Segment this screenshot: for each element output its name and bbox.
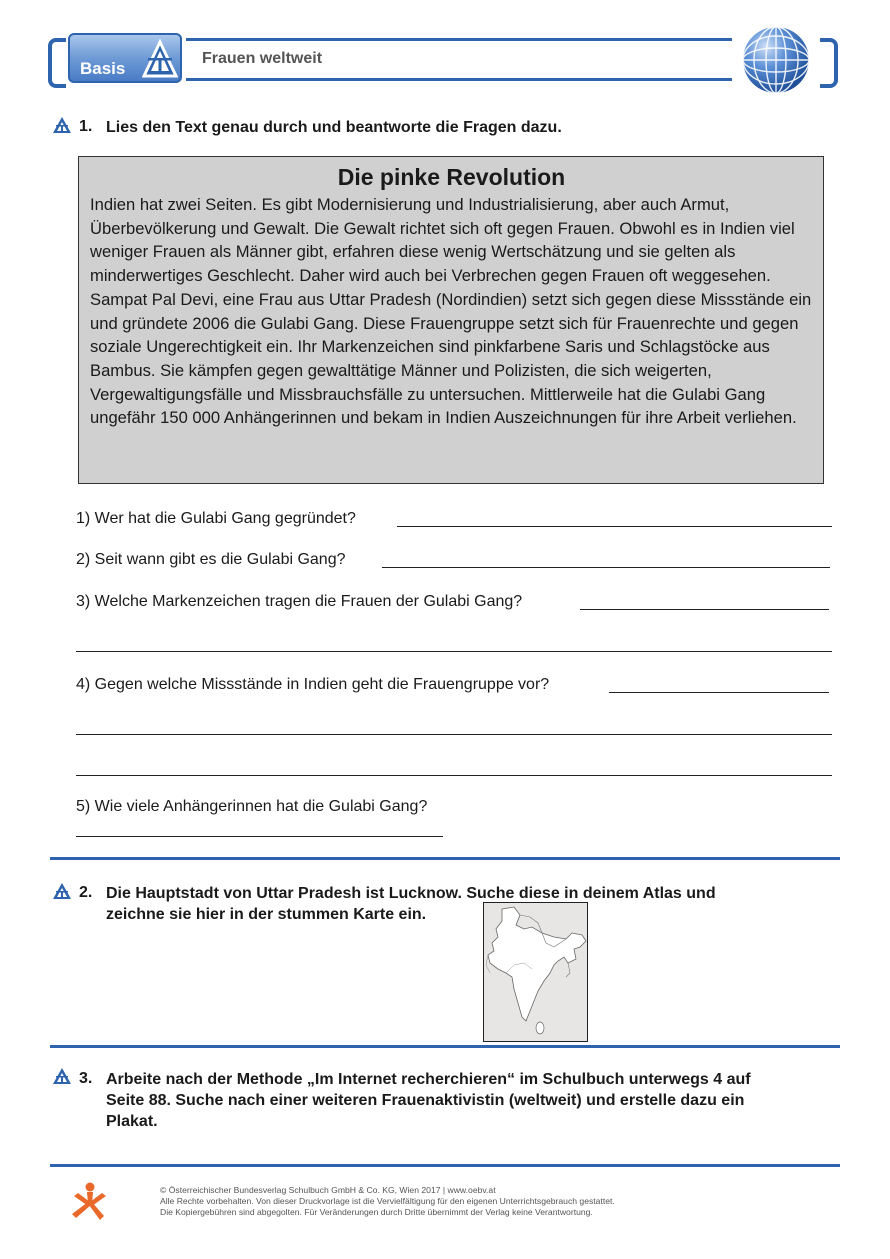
task-3-line-1: Arbeite nach der Methode „Im Internet recherchieren“ im Schulbuch unterwegs 4 auf (106, 1071, 751, 1088)
basis-badge (68, 33, 182, 83)
task-2-number: 2. (79, 884, 93, 901)
question-4: 4) Gegen welche Missstände in Indien geht die Frauengruppe vor? (76, 676, 550, 693)
footer-copyright (160, 1185, 615, 1218)
question-2: 2) Seit wann gibt es die Gulabi Gang? (76, 551, 346, 568)
answer-line[interactable] (76, 775, 832, 776)
answer-line[interactable] (76, 651, 832, 652)
article-paragraph-2: Sampat Pal Devi, eine Frau aus Uttar Pradesh (Nordindien) setzt sich gegen diese Missstände ein und gründete 2006 die Gulabi Gang. Diese Frauengruppe setzt sich für Frauenrechte und gegen soziale Ungerechtigkeit ein. Ihr Markenzeichen sind pinkfarbene Saris und Schlagstöcke aus Bambus. Sie kämpfen gegen gewalttätige Männer und Polizisten, die sich weigerten, Vergewaltigungsfälle und Missbrauchsfälle zu untersuchen. Mittlerweile hat die Gulabi Gang ungefähr 150 000 Anhängerinnen und bekam in Indien Auszeichnungen für ihre Arbeit verliehen. (90, 289, 812, 428)
section-divider (50, 1164, 840, 1167)
answer-line[interactable] (382, 567, 830, 568)
task-3-number: 3. (79, 1070, 93, 1087)
question-1: 1) Wer hat die Gulabi Gang gegründet? (76, 510, 356, 527)
section-divider (50, 1045, 840, 1048)
section-divider (50, 857, 840, 860)
answer-line[interactable] (397, 526, 832, 527)
task-3-line-2: Seite 88. Suche nach einer weiteren Frauenaktivistin (weltweit) und erstelle dazu ein (106, 1092, 745, 1109)
level-triangle-icon (52, 1067, 72, 1085)
answer-line[interactable] (76, 734, 832, 735)
task-2-line-2: zeichne sie hier in der stummen Karte ein. (106, 906, 427, 923)
level-triangle-icon (52, 116, 72, 134)
header-bracket-right (820, 38, 838, 88)
question-3: 3) Welche Markenzeichen tragen die Frauen der Gulabi Gang? (76, 593, 523, 610)
blank-map-india[interactable] (483, 902, 588, 1042)
task-3-line-3: Plakat. (106, 1113, 158, 1130)
footer-line-3: Die Kopiergebühren sind abgegolten. Für Veränderungen durch Dritte übernimmt der Verlag keine Verantwortung. (160, 1207, 593, 1217)
globe-icon (741, 25, 811, 95)
footer-line-2: Alle Rechte vorbehalten. Von dieser Druckvorlage ist die Vervielfältigung für den eigenen Unterrichtsgebrauch gestattet. (160, 1196, 615, 1206)
publisher-logo-icon (70, 1182, 110, 1222)
answer-line[interactable] (609, 692, 829, 693)
level-triangle-icon (52, 882, 72, 900)
question-5: 5) Wie viele Anhängerinnen hat die Gulabi Gang? (76, 798, 428, 815)
page-title: Frauen weltweit (202, 50, 323, 67)
answer-line[interactable] (76, 836, 443, 837)
header-rule-top (186, 38, 732, 41)
india-outline-map (484, 903, 587, 1041)
header-bracket-left (48, 38, 66, 88)
level-triangle-icon (142, 39, 178, 79)
article-paragraph-1: Indien hat zwei Seiten. Es gibt Modernisierung und Industrialisierung, aber auch Armut, Überbevölkerung und Gewalt. Die Gewalt richtet sich oft gegen Frauen. Obwohl es in Indien viel weniger Frauen als Männer gibt, erfahren diese wenig Wertschätzung und sie gelten als minderwertiges Geschlecht. Daher wird auch bei Verbrechen gegen Frauen oft weggesehen. (90, 195, 795, 286)
basis-badge-label: Basis (80, 59, 126, 78)
header-rule-bottom (186, 78, 732, 81)
article-box (78, 156, 824, 484)
task-1-number: 1. (79, 118, 93, 135)
task-1-instruction: Lies den Text genau durch und beantworte die Fragen dazu. (106, 119, 562, 136)
article-title: Die pinke Revolution (337, 164, 566, 190)
answer-line[interactable] (580, 609, 829, 610)
task-2-line-1: Die Hauptstadt von Uttar Pradesh ist Lucknow. Suche diese in deinem Atlas und (106, 885, 716, 902)
footer-line-1: © Österreichischer Bundesverlag Schulbuch GmbH & Co. KG, Wien 2017 | www.oebv.at (160, 1185, 496, 1195)
